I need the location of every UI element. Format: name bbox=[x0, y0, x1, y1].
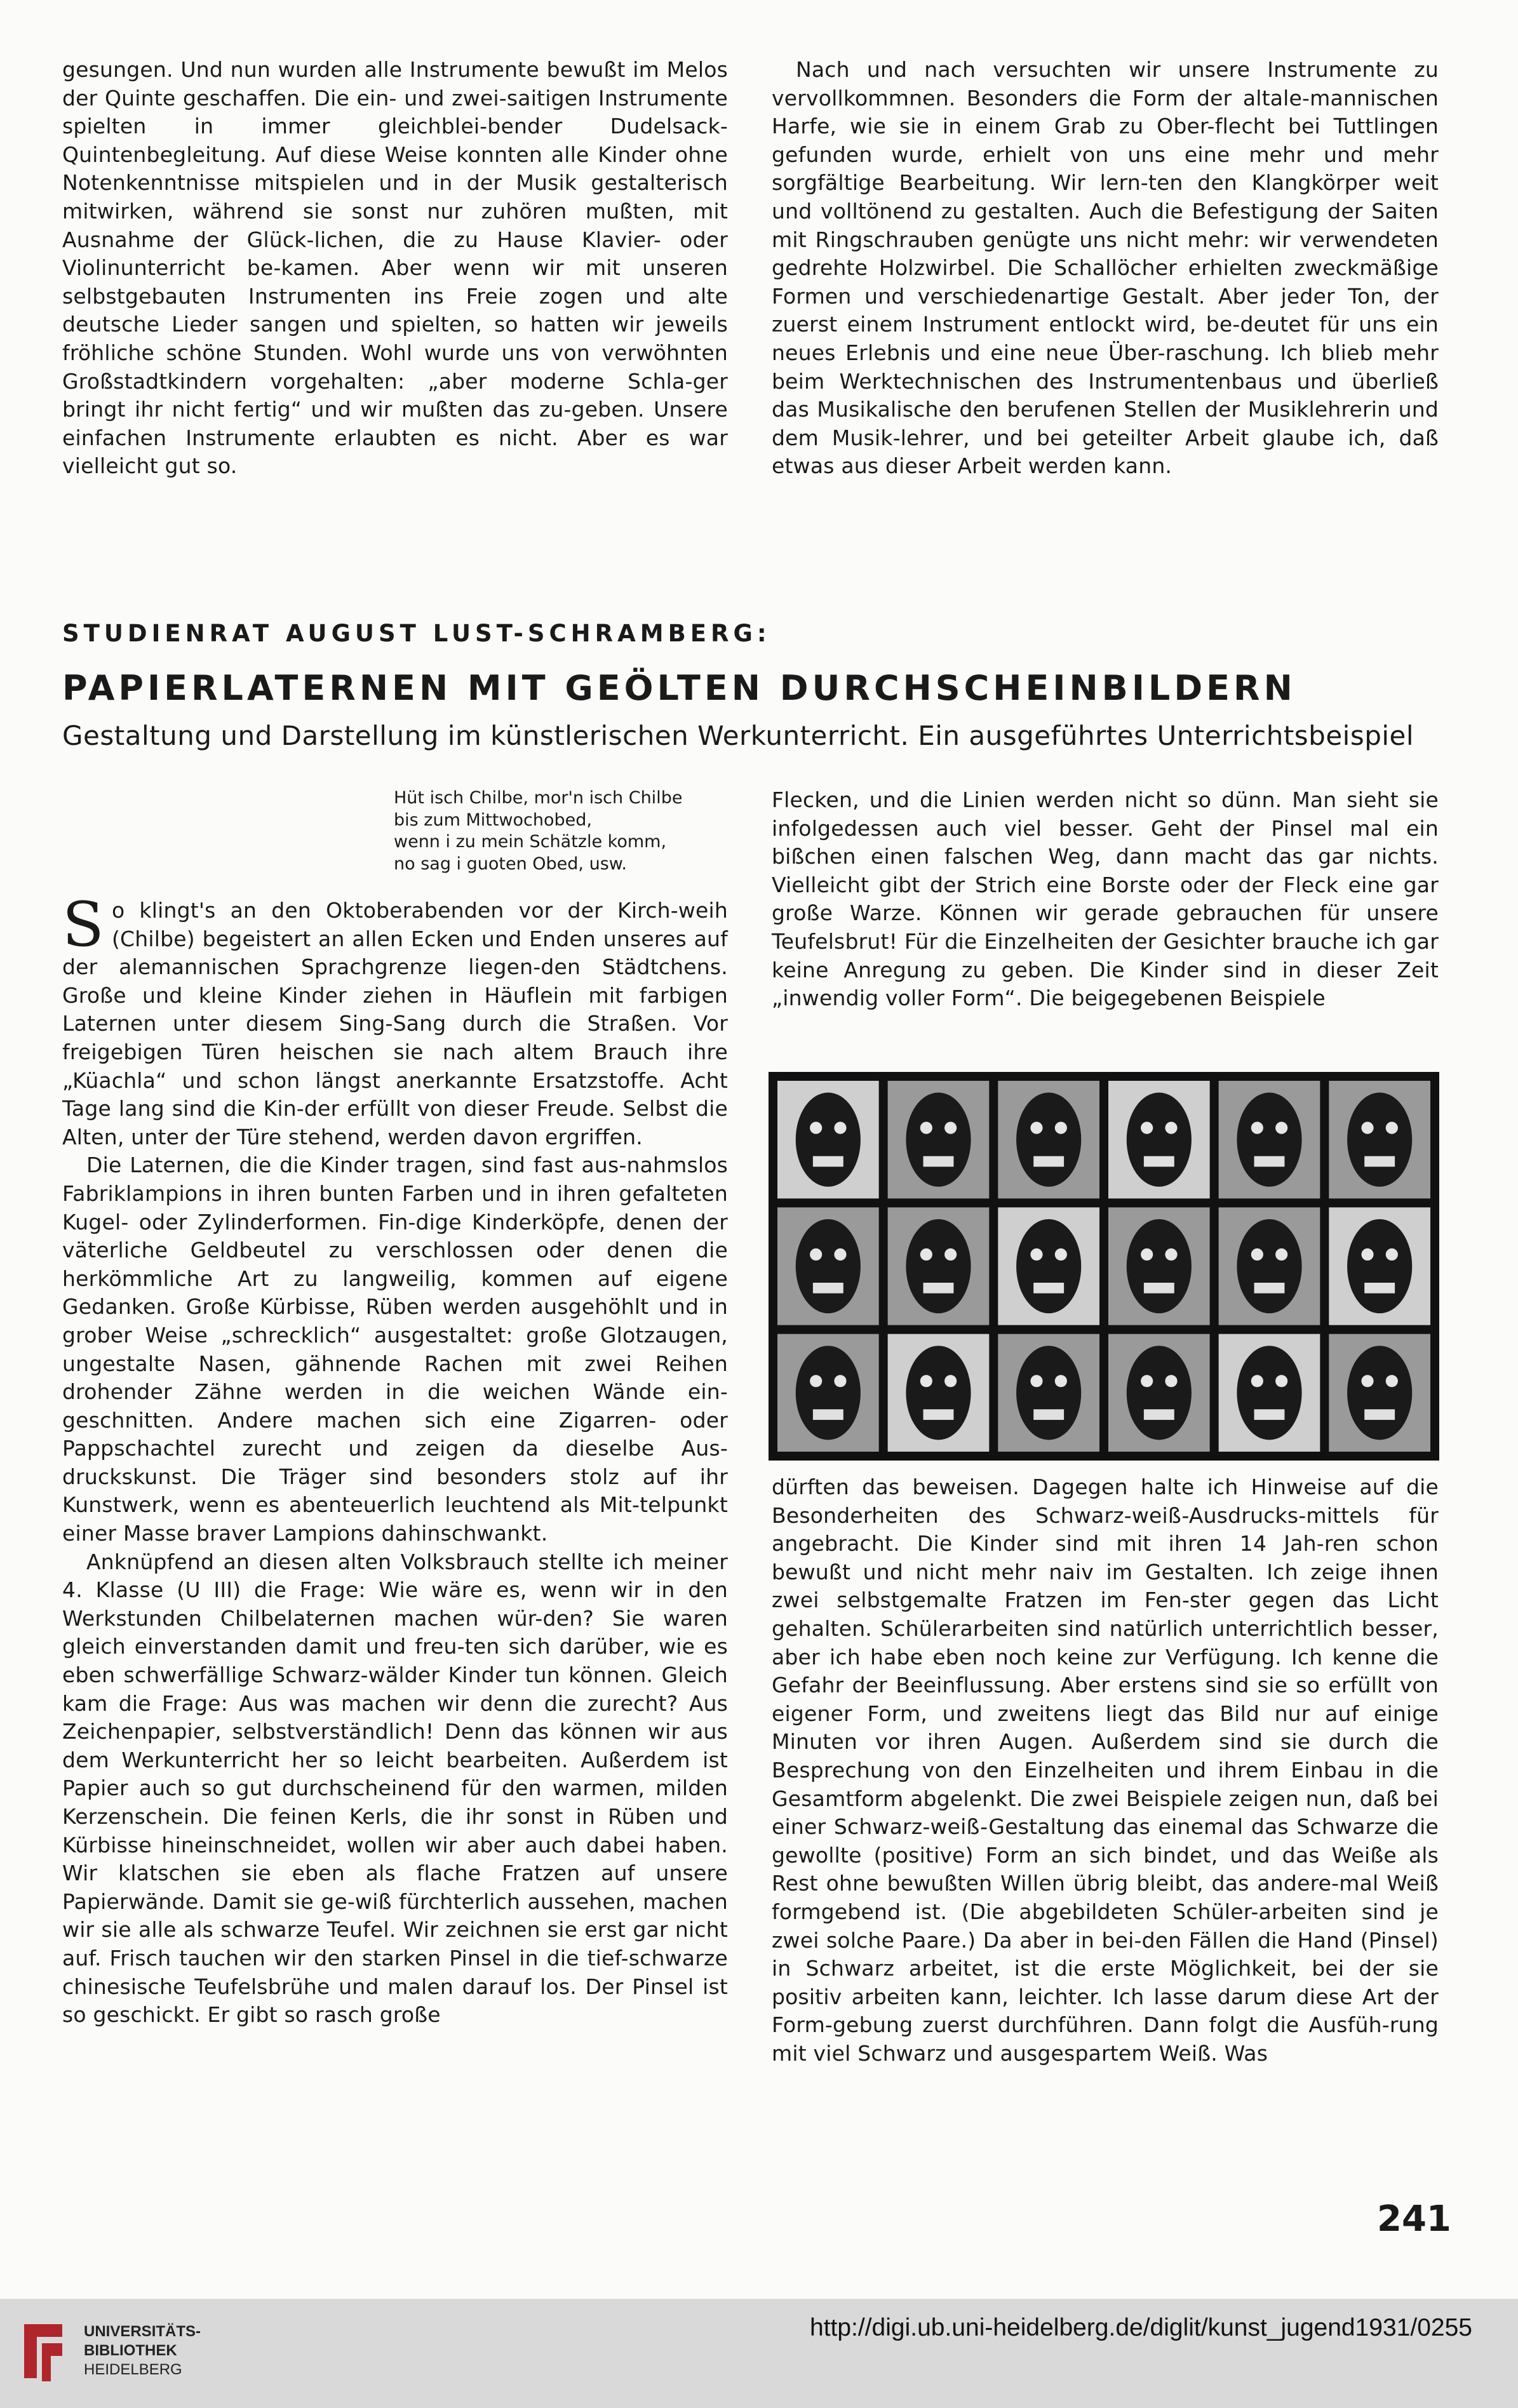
paragraph-opening bbox=[62, 889, 728, 1151]
library-logo-icon bbox=[18, 2318, 69, 2388]
mask-panel bbox=[1219, 1207, 1320, 1325]
article-title: PAPIERLATERNEN MIT GEÖLTEN DURCHSCHEINBILDERN bbox=[62, 668, 1296, 708]
article-author: STUDIENRAT AUGUST LUST-SCHRAMBERG: bbox=[62, 620, 771, 647]
mask-panel bbox=[1219, 1334, 1320, 1452]
mask-panel bbox=[1219, 1081, 1320, 1198]
paragraph: dürften das beweisen. Dagegen halte ich Hinweise auf die Besonderheiten des Schwarz-weiß-Ausdrucks-mittels für angebracht. Die Kinder sind mit ihren 14 Jah-ren schon bewußt und nicht mehr naiv im Gestalten. Ich zeige ihnen zwei selbstgemalte Fratzen im Fen-ster gegen das Licht gehalten. Schülerarbeiten sind natürlich unterrichtlich besser, aber ich habe eben noch keine zur Verfügung. Ich kenne die Gefahr der Beeinflussung. Aber erstens sind sie so erfüllt von eigener Form, und zweitens liegt das Bild nur auf einige Minuten vor ihren Augen. Außerdem sind sie durch die Besprechung von den Einzelheiten und ihrem Einbau in die Gesamtform abgelenkt. Die zwei Beispiele zeigen nun, daß bei einer Schwarz-weiß-Gestaltung das einemal das Schwarze die gewollte (positive) Form an sich bindet, und das Weiße als Rest ohne bewußten Willen übrig bleibt, das andere-mal Weiß formgebend ist. (Die abgebildeten Schüler-arbeiten sind je zwei solche Paare.) Da aber in bei-den Fällen die Hand (Pinsel) in Schwarz arbeitet, ist die erste Möglichkeit, bei der sie positiv arbeiten kann, leichter. Ich lasse darum diese Art der Form-gebung zuerst durchführen. Dann folgt die Ausfüh-rung mit viel Schwarz und ausgespartem Weiß. Was bbox=[772, 1475, 1439, 2066]
motto-line: no sag i guoten Obed, usw. bbox=[394, 853, 627, 874]
mask-panel bbox=[888, 1207, 990, 1325]
mask-panel bbox=[1329, 1081, 1430, 1198]
mask-panel bbox=[998, 1207, 1099, 1325]
library-name-line: HEIDELBERG bbox=[84, 2361, 182, 2378]
paragraph: Nach und nach versuchten wir unsere Instrumente zu vervollkommnen. Besonders die Form der altale-mannischen Harfe, wie sie in einem Grab zu Ober-flecht bei Tuttlingen gefunden wurde, erhielt von uns eine mehr und mehr sorgfältige Bearbeitung. Wir lern-ten den Klangkörper weit und volltönend zu gestalten. Auch die Befestigung der Saiten mit Ringschrauben genügte uns nicht mehr: wir verwendeten gedrehte Holzwirbel. Die Schallöcher erhielten zweckmäßige Formen und verschiedenartige Gestalt. Aber jeder Ton, der zuerst einem Instrument entlockt wird, be-deutet für uns ein neues Erlebnis und eine neue Über-raschung. Ich blieb mehr beim Werktechnischen des Instrumentenbaus und überließ das Musikalische den berufenen Stellen der Musiklehrerin und dem Musik-lehrer, und bei geteilter Arbeit glaube ich, daß etwas aus dieser Arbeit werden kann. bbox=[772, 57, 1439, 479]
mask-panel bbox=[888, 1081, 990, 1198]
paragraph: Die Laternen, die die Kinder tragen, sind fast aus-nahmslos Fabriklampions in ihren bunten Farben und in ihren gefalteten Kugel- oder Zylinderformen. Fin-dige Kinderköpfe, denen der väterliche Geldbeutel zu verschlossen oder denen die herkömmliche Art zu langweilig, kommen auf eigene Gedanken. Große Kürbisse, Rüben werden ausgehöhlt und in grober Weise „schrecklich“ ausgestaltet: große Glotzaugen, ungestalte Nasen, gähnende Rachen mit zwei Reihen drohender Zähne werden in die weichen Wände ein-geschnitten. Andere machen sich eine Zigarren- oder Pappschachtel zurecht und zeigen da dieselbe Aus-druckskunst. Die Träger sind besonders stolz auf ihr Kunstwerk, wenn es abenteuerlich leuchtend als Mit-telpunkt einer Masse braver Lampions dahinschwankt. bbox=[62, 1153, 728, 1546]
column-right-main-lower bbox=[772, 1473, 1439, 2068]
page-number: 241 bbox=[1377, 2198, 1451, 2240]
source-url-link[interactable]: http://digi.ub.uni-heidelberg.de/diglit/kunst_jugend1931/0255 bbox=[810, 2314, 1472, 2341]
mask-panel bbox=[1108, 1081, 1210, 1198]
motto-line: bis zum Mittwochobed, bbox=[394, 810, 592, 830]
column-left-main bbox=[62, 889, 728, 2030]
motto-line: Hüt isch Chilbe, mor'n isch Chilbe bbox=[394, 788, 683, 808]
column-right-top bbox=[772, 56, 1439, 481]
paragraph: Anknüpfend an diesen alten Volksbrauch stellte ich meiner 4. Klasse (U III) die Frage: Wie wäre es, wenn wir in den Werkstunden Chilbelaternen machen wür-den? Sie waren gleich einverstanden damit und freu-ten sich darüber, wie es eben schwerfällige Schwarz-wälder Kinder tun können. Gleich kam die Frage: Aus was machen wir denn die zurecht? Aus Zeichenpapier, selbstverständlich! Denn das können wir aus dem Werkunterricht her so leicht bearbeiten. Außerdem ist Papier auch so gut durchscheinend für den warmen, milden Kerzenschein. Die feinen Kerls, die ihr sonst in Rüben und Kürbisse hineinschneidet, wollen wir aber auch dabei haben. Wir klatschen sie eben als flache Fratzen auf unsere Papierwände. Damit sie ge-wiß fürchterlich aussehen, machen wir sie alle als schwarze Teufel. Wir zeichnen sie erst gar nicht auf. Frisch tauchen wir den starken Pinsel in die tief-schwarze chinesische Teufelsbrühe und malen darauf los. Der Pinsel ist so geschickt. Er gibt so rasch große bbox=[62, 1549, 728, 2028]
mask-panel bbox=[1329, 1207, 1430, 1325]
mask-panel bbox=[1108, 1207, 1210, 1325]
mask-panel bbox=[998, 1334, 1099, 1452]
paragraph-text: o klingt's an den Oktoberabenden vor der Kirch-weih (Chilbe) begeistert an allen Ecken und Enden unseres auf der alemannischen Sprachgrenze liegen-den Städtchens. Große und kleine Kinder ziehen in Häuflein mit farbigen Laternen unter diesem Sing-Sang durch die Straßen. Vor freigebigen Türen heischen sie nach altem Brauch ihre „Küachla“ und schon längst anerkannte Ersatzstoffe. Acht Tage lang sind die Kin-der erfüllt von dieser Freude. Selbst die Alten, unter der Türe stehend, werden davon ergriffen. bbox=[62, 898, 728, 1149]
mask-panel bbox=[998, 1081, 1099, 1198]
mask-panel bbox=[1108, 1334, 1210, 1452]
paragraph: gesungen. Und nun wurden alle Instrumente bewußt im Melos der Quinte geschaffen. Die ein- und zwei-saitigen Instrumente spielten in immer gleichblei-bender Dudelsack-Quintenbegleitung. Auf diese Weise konnten alle Kinder ohne Notenkenntnisse mitspielen und in der Musik gestalterisch mitwirken, während sie sonst nur zuhören mußten, mit Ausnahme der Glück-lichen, die zu Hause Klavier- oder Violinunterricht be-kamen. Aber wenn wir mit unseren selbstgebauten Instrumenten ins Freie zogen und alte deutsche Lieder sangen und spielten, so hatten wir jeweils fröhliche schöne Stunden. Wohl wurde uns von verwöhnten Großstadtkindern vorgehalten: „aber moderne Schla-ger bringt ihr nicht fertig“ und wir mußten das zu-geben. Unsere einfachen Instrumente erlaubten es nicht. Aber es war vielleicht gut so. bbox=[62, 57, 728, 479]
mask-panel bbox=[888, 1334, 990, 1452]
article-subtitle: Gestaltung und Darstellung im künstlerischen Werkunterricht. Ein ausgeführtes Unterrichtsbeispiel bbox=[62, 720, 1414, 751]
photo-student-masks bbox=[769, 1072, 1439, 1461]
mask-panel bbox=[777, 1207, 879, 1325]
library-name-line: UNIVERSITÄTS- bbox=[84, 2323, 201, 2340]
library-name-line: BIBLIOTHEK bbox=[84, 2342, 177, 2359]
column-right-main-upper bbox=[772, 786, 1439, 1013]
mask-grid-image bbox=[769, 1072, 1439, 1461]
column-left-top bbox=[62, 56, 728, 481]
paragraph: Flecken, und die Linien werden nicht so dünn. Man sieht sie infolgedessen auch viel besser. Geht der Pinsel mal ein bißchen einen falschen Weg, dann macht das gar nichts. Vielleicht gibt der Strich eine Borste oder der Fleck eine gar große Warze. Können wir gerade gebrauchen für unsere Teufelsbrut! Für die Einzelheiten der Gesichter brauche ich gar keine Anregung zu geben. Die Kinder sind in dieser Zeit „inwendig voller Form“. Die beigegebenen Beispiele bbox=[772, 787, 1439, 1011]
motto-line: wenn i zu mein Schätzle komm, bbox=[394, 832, 667, 852]
mask-panel bbox=[1329, 1334, 1430, 1452]
drop-cap: S bbox=[62, 889, 104, 960]
library-name bbox=[84, 2322, 201, 2379]
mask-panel bbox=[777, 1334, 879, 1452]
motto-verse bbox=[394, 787, 682, 875]
mask-panel bbox=[777, 1081, 879, 1198]
